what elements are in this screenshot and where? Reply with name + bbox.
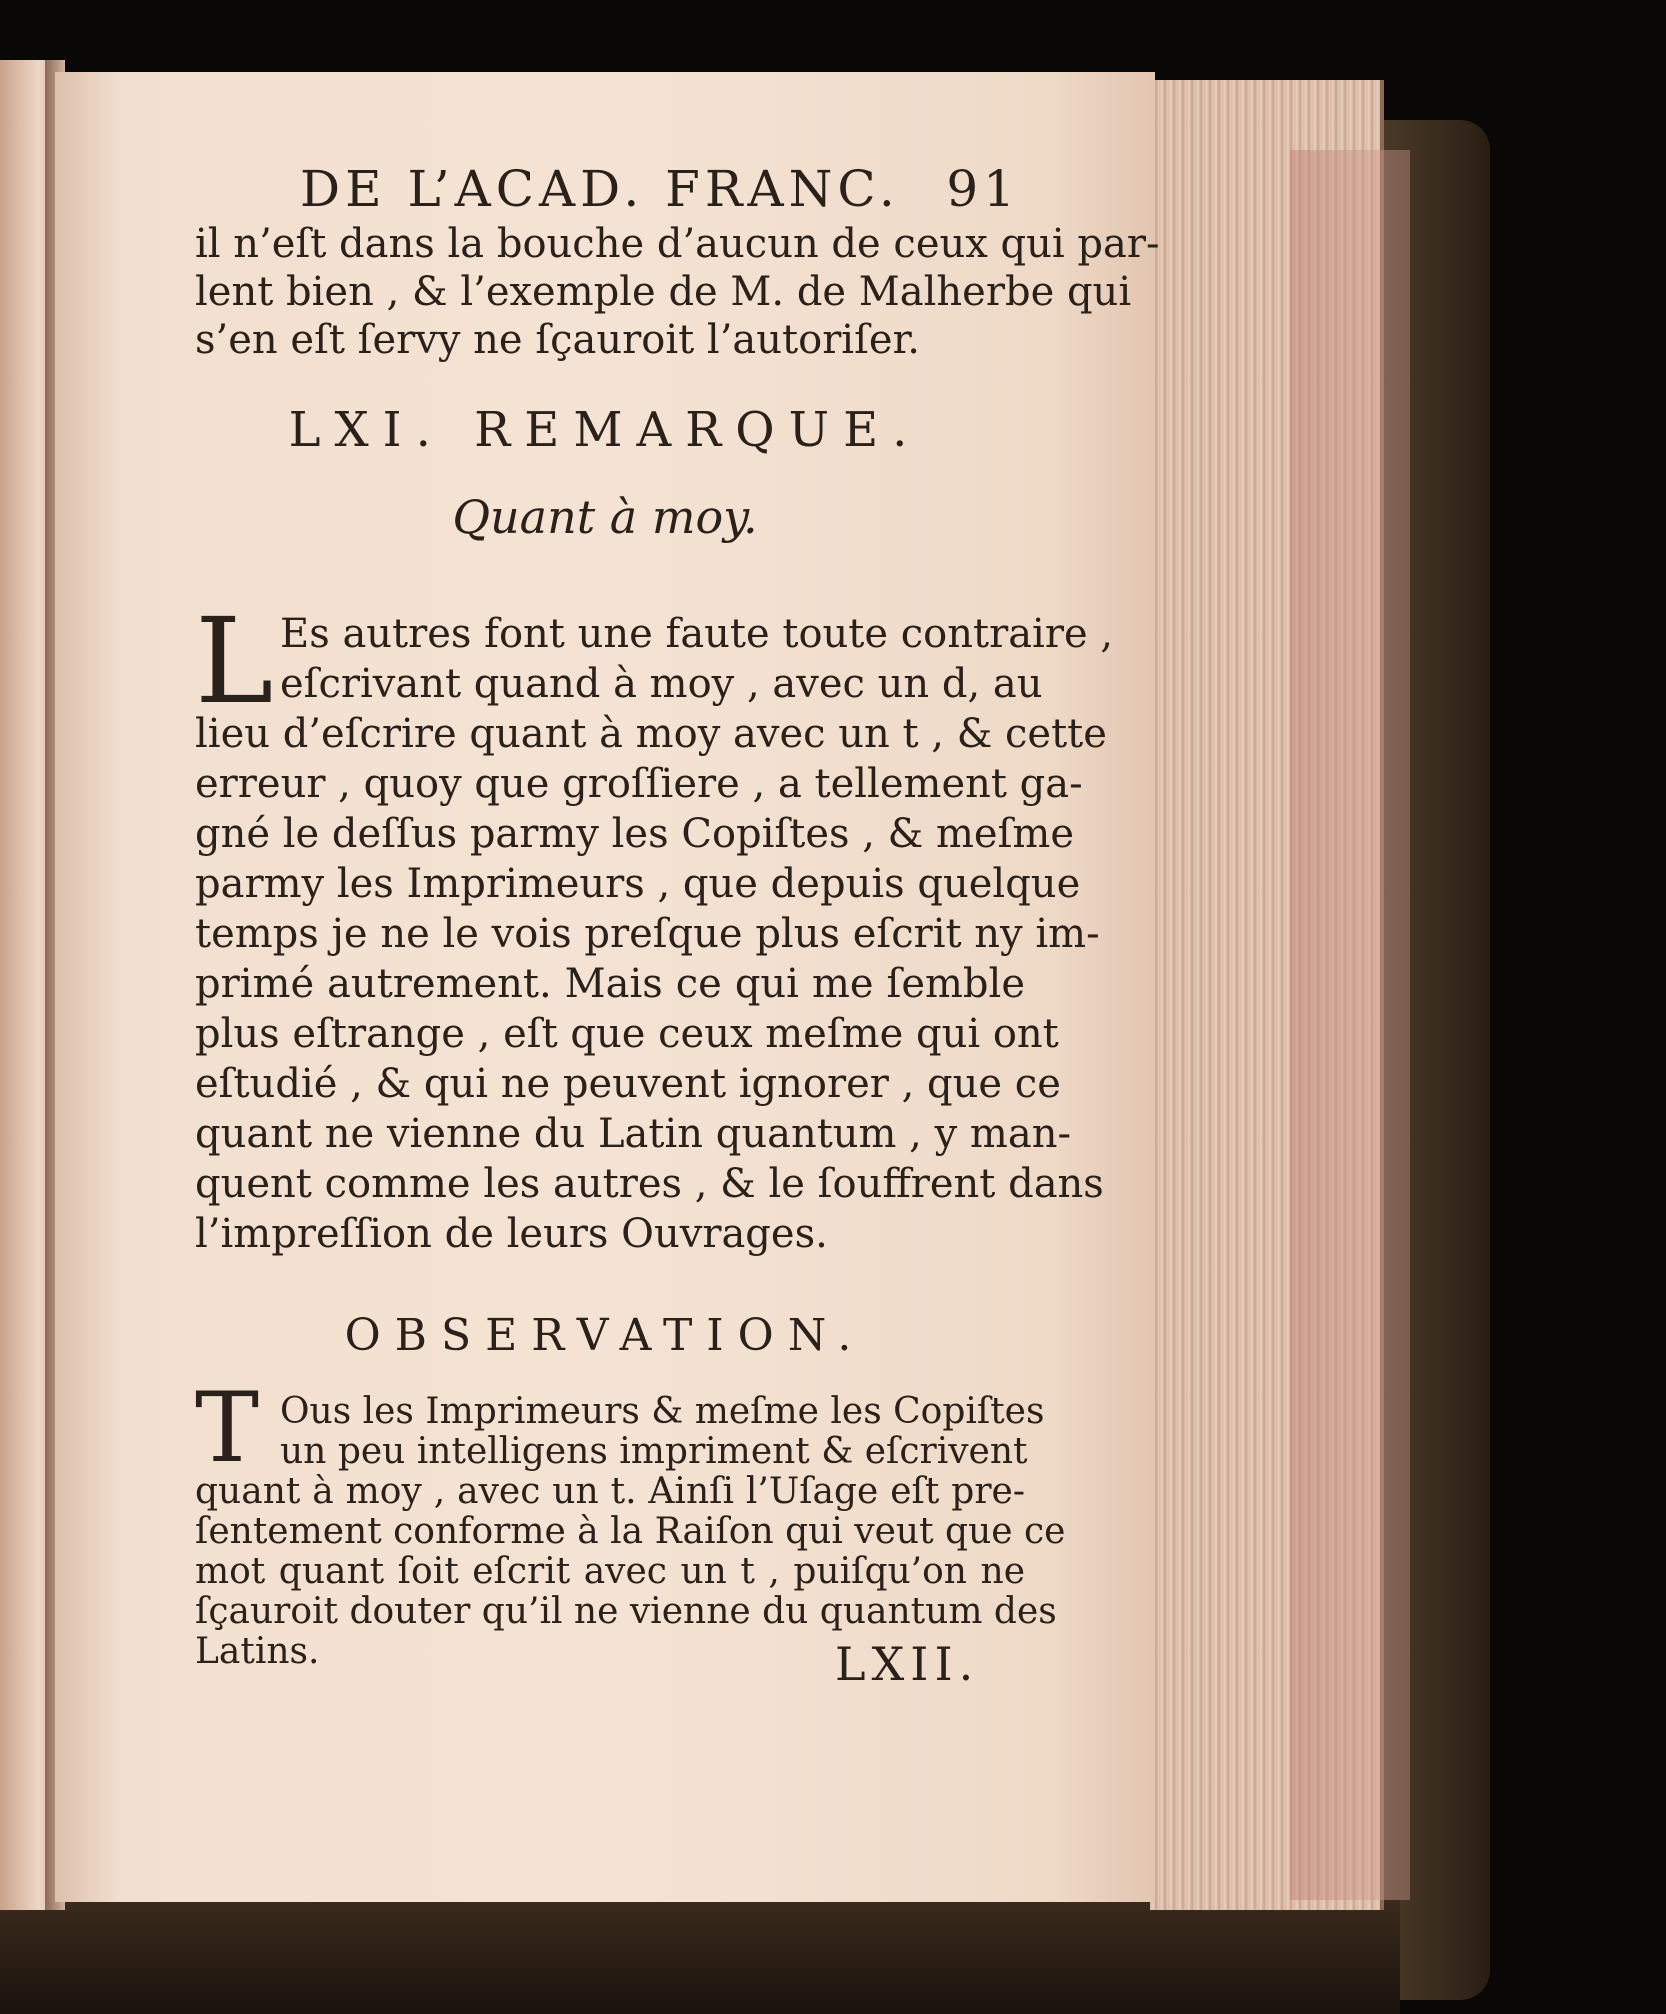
text-line: temps je ne le vois preſque plus eſcrit ny im- — [195, 911, 1100, 957]
text-line: primé autrement. Mais ce qui me ſemble — [195, 961, 1025, 1007]
observation-heading: OBSERVATION. — [344, 1310, 866, 1361]
page-edge-shading — [1290, 150, 1410, 1900]
text-line: quent comme les autres , & le ſouffrent dans — [195, 1161, 1104, 1207]
text-line: lieu d’eſcrire quant à moy avec un t , & cette — [195, 711, 1107, 757]
book-page — [55, 72, 1160, 1902]
text-line: plus eſtrange , eſt que ceux meſme qui ont — [195, 1011, 1059, 1057]
text-line: lent bien , & l’exemple de M. de Malherbe qui — [195, 269, 1132, 315]
text-line: quant à moy , avec un t. Ainſi l’Uſage eſt pre- — [195, 1471, 1025, 1512]
page-number: 91 — [946, 160, 1020, 218]
text-line: Latins. — [195, 1631, 320, 1672]
drop-cap: T — [195, 1372, 260, 1484]
text-line: l’impreſſion de leurs Ouvrages. — [195, 1211, 828, 1257]
text-line: ſçauroit douter qu’il ne vienne du quantum des — [195, 1591, 1057, 1632]
text-line: ſentement conforme à la Raiſon qui veut que ce — [195, 1511, 1066, 1552]
running-title: DE L’ACAD. FRANC. — [300, 160, 900, 218]
text-line: il n’eſt dans la bouche d’aucun de ceux qui par- — [195, 221, 1160, 267]
text-line: parmy les Imprimeurs , que depuis quelque — [195, 861, 1081, 907]
text-line: eſtudié , & qui ne peuvent ignorer , que ce — [195, 1061, 1061, 1107]
text-line: mot quant ſoit eſcrit avec un t , puiſqu’on ne — [195, 1551, 1025, 1592]
catchword: LXII. — [835, 1637, 980, 1691]
text-line: erreur , quoy que groſſiere , a tellement ga- — [195, 761, 1083, 807]
text-line: Ous les Imprimeurs & meſme les Copiſtes — [280, 1391, 1045, 1432]
remarque-heading: LXI. REMARQUE. — [288, 402, 922, 458]
drop-cap: L — [195, 592, 274, 730]
text-line: s’en eſt ſervy ne ſçauroit l’autoriſer. — [195, 317, 921, 363]
running-head — [300, 160, 1020, 218]
text-line: un peu intelligens impriment & eſcrivent — [280, 1431, 1028, 1472]
text-line: eſcrivant quand à moy , avec un d, au — [280, 661, 1043, 707]
text-line: gné le deſſus parmy les Copiſtes , & meſme — [195, 811, 1074, 857]
text-line: quant ne vienne du Latin quantum , y man- — [195, 1111, 1071, 1157]
text-line: Es autres font une faute toute contraire , — [280, 611, 1114, 657]
book-cover-bottom — [0, 1900, 1400, 2014]
remarque-subheading: Quant à moy. — [452, 490, 758, 544]
